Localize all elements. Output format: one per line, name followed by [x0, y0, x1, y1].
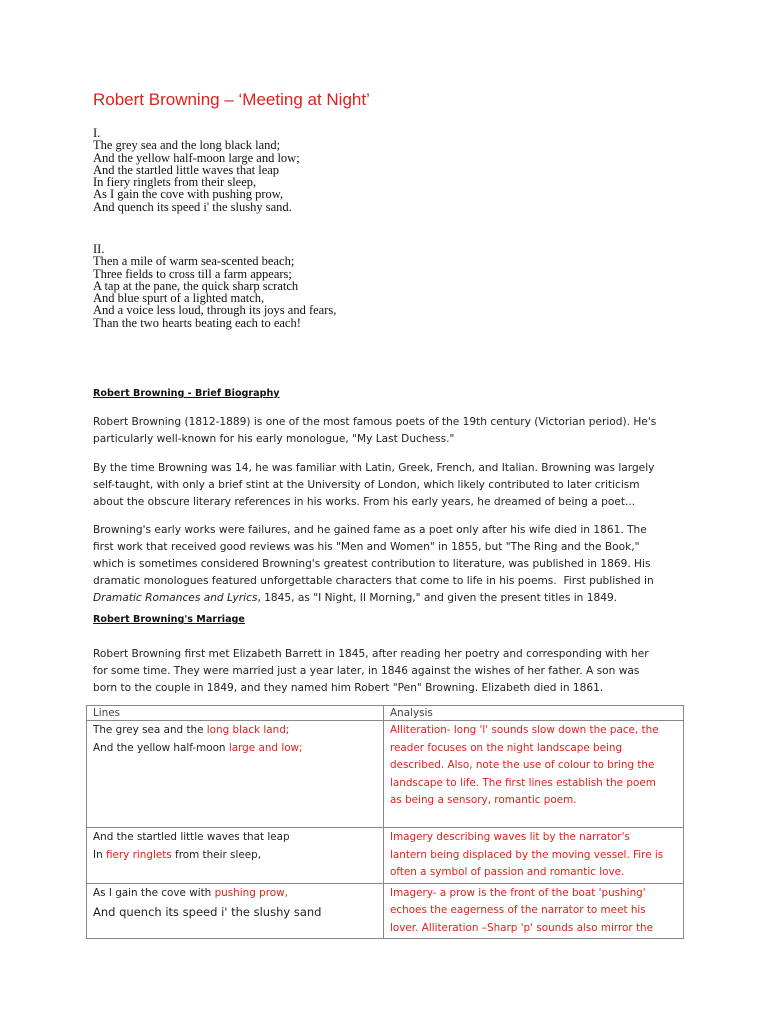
highlighted-text: fiery ringlets: [105, 848, 172, 861]
poem-line: And the yellow half-moon large and low;: [93, 150, 300, 165]
highlighted-text: pushing prow,: [214, 886, 288, 899]
stanza-numeral: II.: [93, 242, 105, 256]
line-text: And the yellow half-moon: [93, 741, 229, 754]
paragraph-line: Robert Browning (1812-1889) is one of the most famous poets of the 19th century (Victorian period). He's: [93, 416, 657, 428]
lines-cell: [87, 721, 384, 828]
poem-line: And a voice less loud, through its joys and fears,: [93, 303, 337, 318]
table-row: [87, 721, 684, 828]
quoted-line: [93, 847, 377, 865]
analysis-line: described. Also, note the use of colour to bring the: [390, 759, 655, 771]
poem-line: And blue spurt of a lighted match,: [93, 291, 265, 306]
analysis-line: reader focuses on the night landscape being: [390, 741, 623, 754]
poem-line: And quench its speed i' the slushy sand.: [93, 199, 292, 214]
paragraph-line: born to the couple in 1849, and they named him Robert "Pen" Browning. Elizabeth died in 1861.: [93, 682, 604, 694]
analysis-line: often a symbol of passion and romantic love.: [390, 866, 625, 878]
paragraph-line: about the obscure literary references in his works. From his early years, he dreamed of being a poet...: [93, 496, 636, 508]
highlighted-text: large and low;: [228, 741, 303, 754]
poem-stanza-2: [93, 243, 336, 329]
lines-cell: [87, 828, 384, 884]
poem-line: A tap at the pane, the quick sharp scratch: [93, 278, 299, 293]
paragraph-line: By the time Browning was 14, he was familiar with Latin, Greek, French, and Italian. Browning was largely: [93, 462, 655, 474]
analysis-line: Imagery describing waves lit by the narrator's: [390, 831, 630, 843]
poem-line: Than the two hearts beating each to each!: [93, 315, 301, 330]
marriage-paragraph: [93, 646, 683, 697]
lines-cell: [87, 883, 384, 939]
biography-heading: Robert Browning - Brief Biography: [93, 388, 280, 399]
biography-paragraph-2: [93, 460, 683, 511]
analysis-table: [86, 705, 684, 939]
paragraph-line: self-taught, with only a brief stint at the University of London, which likely contributed to later criticism: [93, 479, 640, 491]
poem-line: And the startled little waves that leap: [93, 162, 280, 177]
line-text: As I gain the cove with: [93, 886, 215, 899]
analysis-line: as being a sensory, romantic poem.: [390, 794, 577, 806]
paragraph-line: [93, 573, 683, 590]
analysis-line: echoes the eagerness of the narrator to meet his: [390, 904, 646, 916]
page-title: Robert Browning – ‘Meeting at Night’: [93, 90, 370, 109]
column-header-analysis: Analysis: [384, 706, 684, 721]
analysis-line: Imagery- a prow is the front of the boat 'pushing': [390, 886, 646, 899]
analysis-line: Alliteration- long 'l' sounds slow down the pace, the: [390, 724, 659, 736]
analysis-cell: [384, 883, 684, 939]
marriage-heading: Robert Browning's Marriage: [93, 614, 245, 625]
biography-paragraph-3: [93, 522, 683, 607]
stanza-numeral: I.: [93, 126, 101, 140]
publication-title: Dramatic Romances and Lyrics: [93, 592, 258, 604]
quoted-line: [93, 740, 377, 758]
poem-line: The grey sea and the long black land;: [93, 138, 281, 153]
poem-line: Three fields to cross till a farm appears;: [93, 266, 292, 281]
paragraph-line: for some time. They were married just a year later, in 1846 against the wishes of her father. A son was: [93, 665, 640, 677]
analysis-line: landscape to life. The first lines establish the poem: [390, 776, 656, 789]
table-row: [87, 828, 684, 884]
poem-stanza-1: [93, 127, 300, 213]
paragraph-line: which is sometimes considered Browning's greatest contribution to literature, was published in 1869. His: [93, 558, 651, 570]
quoted-line: [93, 722, 377, 740]
analysis-line: lover. Alliteration –Sharp 'p' sounds also mirror the: [390, 921, 654, 934]
analysis-cell: [384, 828, 684, 884]
table-header-row: [87, 706, 684, 721]
analysis-cell: [384, 721, 684, 828]
paragraph-line: particularly well-known for his early monologue, "My Last Duchess.": [93, 433, 455, 445]
column-header-lines: Lines: [87, 706, 384, 721]
quoted-line: And the startled little waves that leap: [93, 831, 290, 843]
poem-line: Then a mile of warm sea-scented beach;: [93, 254, 295, 269]
quoted-line: And quench its speed i' the slushy sand: [93, 905, 322, 919]
table-row: [87, 883, 684, 939]
paragraph-text: dramatic monologues featured unforgettable characters that come to life in his poems.: [93, 575, 557, 587]
publication-note: First published in: [563, 575, 654, 587]
paragraph-line: [93, 590, 683, 607]
analysis-line: lantern being displaced by the moving vessel. Fire is: [390, 848, 664, 861]
biography-paragraph-1: [93, 414, 683, 448]
publication-note: , 1845, as "I Night, II Morning," and given the present titles in 1849.: [257, 592, 618, 604]
quoted-line: [93, 885, 377, 903]
line-text: In: [93, 848, 106, 861]
paragraph-line: Robert Browning first met Elizabeth Barrett in 1845, after reading her poetry and corresponding with her: [93, 648, 649, 660]
paragraph-line: first work that received good reviews was his "Men and Women" in 1855, but "The Ring and the Book,": [93, 541, 640, 553]
paragraph-line: Browning's early works were failures, and he gained fame as a poet only after his wife died in 1861. The: [93, 524, 647, 536]
highlighted-text: long black land;: [206, 724, 290, 736]
poem-line: As I gain the cove with pushing prow,: [93, 187, 284, 202]
line-text: from their sleep,: [171, 848, 262, 861]
line-text: The grey sea and the: [93, 724, 207, 736]
poem-line: In fiery ringlets from their sleep,: [93, 175, 257, 190]
